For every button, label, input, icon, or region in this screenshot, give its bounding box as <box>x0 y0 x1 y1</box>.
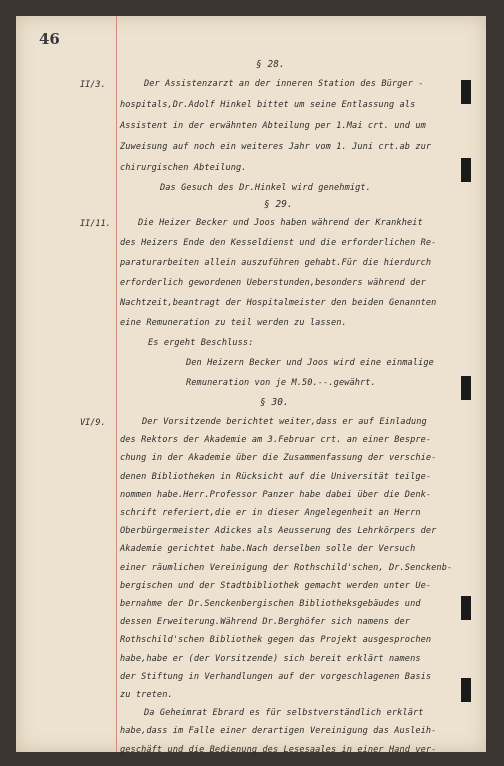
text-line: Nachtzeit,beantragt der Hospitalmeister den beiden Genannten <box>120 298 437 308</box>
text-line: Der Vorsitzende berichtet weiter,dass er auf Einladung <box>142 417 427 427</box>
text-line: schrift referiert,die er in dieser Angelegenheit an Herrn <box>120 508 421 518</box>
margin-reference: VI/9. <box>80 417 106 427</box>
document-page <box>16 16 486 755</box>
text-line: bernahme der Dr.Senckenbergischen Bibliotheksgebäudes und <box>120 599 421 609</box>
text-line: Rothschild'schen Bibliothek gegen das Projekt ausgesprochen <box>120 635 432 646</box>
text-line: Es ergeht Beschluss: <box>148 338 254 348</box>
text-line: des Rektors der Akademie am 3.Februar crt. an einer Bespre- <box>120 435 432 446</box>
register-tab <box>461 678 471 702</box>
text-line: Die Heizer Becker und Joos haben während der Krankheit <box>138 218 423 228</box>
margin-rule <box>116 16 117 752</box>
text-line: zu treten. <box>120 690 173 700</box>
text-line: einer räumlichen Vereinigung der Rothschild'schen, Dr.Senckenb- <box>120 562 453 573</box>
text-line: paraturarbeiten allein auszuführen gehabt.Für die hierdurch <box>120 258 432 268</box>
text-line: denen Bibliotheken in Rücksicht auf die Universität teilge- <box>120 471 432 482</box>
text-line: Assistent in der erwähnten Abteilung per 1.Mai crt. und um <box>120 121 426 131</box>
text-line: habe,habe er (der Vorsitzende) sich bereit erklärt namens <box>120 653 421 664</box>
text-line: Zuweisung auf noch ein weiteres Jahr vom 1. Juni crt.ab zur <box>120 142 432 152</box>
register-tab <box>461 158 471 182</box>
text-line: chung in der Akademie über die Zusammenfassung der verschie- <box>120 453 437 464</box>
text-line: Der Assistenzarzt an der inneren Station des Bürger - <box>144 79 424 89</box>
register-tab <box>461 376 471 400</box>
text-line: chirurgischen Abteilung. <box>120 163 247 173</box>
margin-reference: II/11. <box>80 218 111 228</box>
text-line: Da Geheimrat Ebrard es für selbstverständlich erklärt <box>144 708 424 719</box>
section-heading: § 29. <box>264 199 293 210</box>
text-line: Den Heizern Becker und Joos wird eine einmalige <box>186 358 434 368</box>
text-line: bergischen und der Stadtbibliothek gemacht werden unter Ue- <box>120 580 432 591</box>
register-tab <box>461 80 471 104</box>
text-line: Akademie gerichtet habe.Nach derselben solle der Versuch <box>120 544 416 555</box>
text-line: Das Gesuch des Dr.Hinkel wird genehmigt. <box>160 183 371 193</box>
text-line: des Heizers Ende den Kesseldienst und die erforderlichen Re- <box>120 238 437 248</box>
text-line: hospitals,Dr.Adolf Hinkel bittet um seine Entlassung als <box>120 100 416 110</box>
text-line: eine Remuneration zu teil werden zu lassen. <box>120 318 347 328</box>
text-line: der Stiftung in Verhandlungen auf der vorgeschlagenen Basis <box>120 671 432 682</box>
text-line: dessen Erweiterung.Während Dr.Berghöfer sich namens der <box>120 617 411 628</box>
text-line: Remuneration von je M.50.--.gewährt. <box>186 378 376 388</box>
text-line: geschäft und die Bedienung des Lesesaales in einer Hand ver- <box>120 744 437 755</box>
text-line: erforderlich gewordenen Ueberstunden,besonders während der <box>120 278 426 288</box>
register-tab <box>461 596 471 620</box>
text-line: nommen habe.Herr.Professor Panzer habe dabei über die Denk- <box>120 489 432 500</box>
text-line: Oberbürgermeister Adickes als Aeusserung des Lehrkörpers der <box>120 526 437 537</box>
margin-reference: II/3. <box>80 79 106 89</box>
section-heading: § 30. <box>260 397 289 408</box>
section-heading: § 28. <box>256 59 285 70</box>
text-line: habe,dass im Falle einer derartigen Vereinigung das Ausleih- <box>120 726 437 737</box>
page-number: 46 <box>39 30 60 48</box>
